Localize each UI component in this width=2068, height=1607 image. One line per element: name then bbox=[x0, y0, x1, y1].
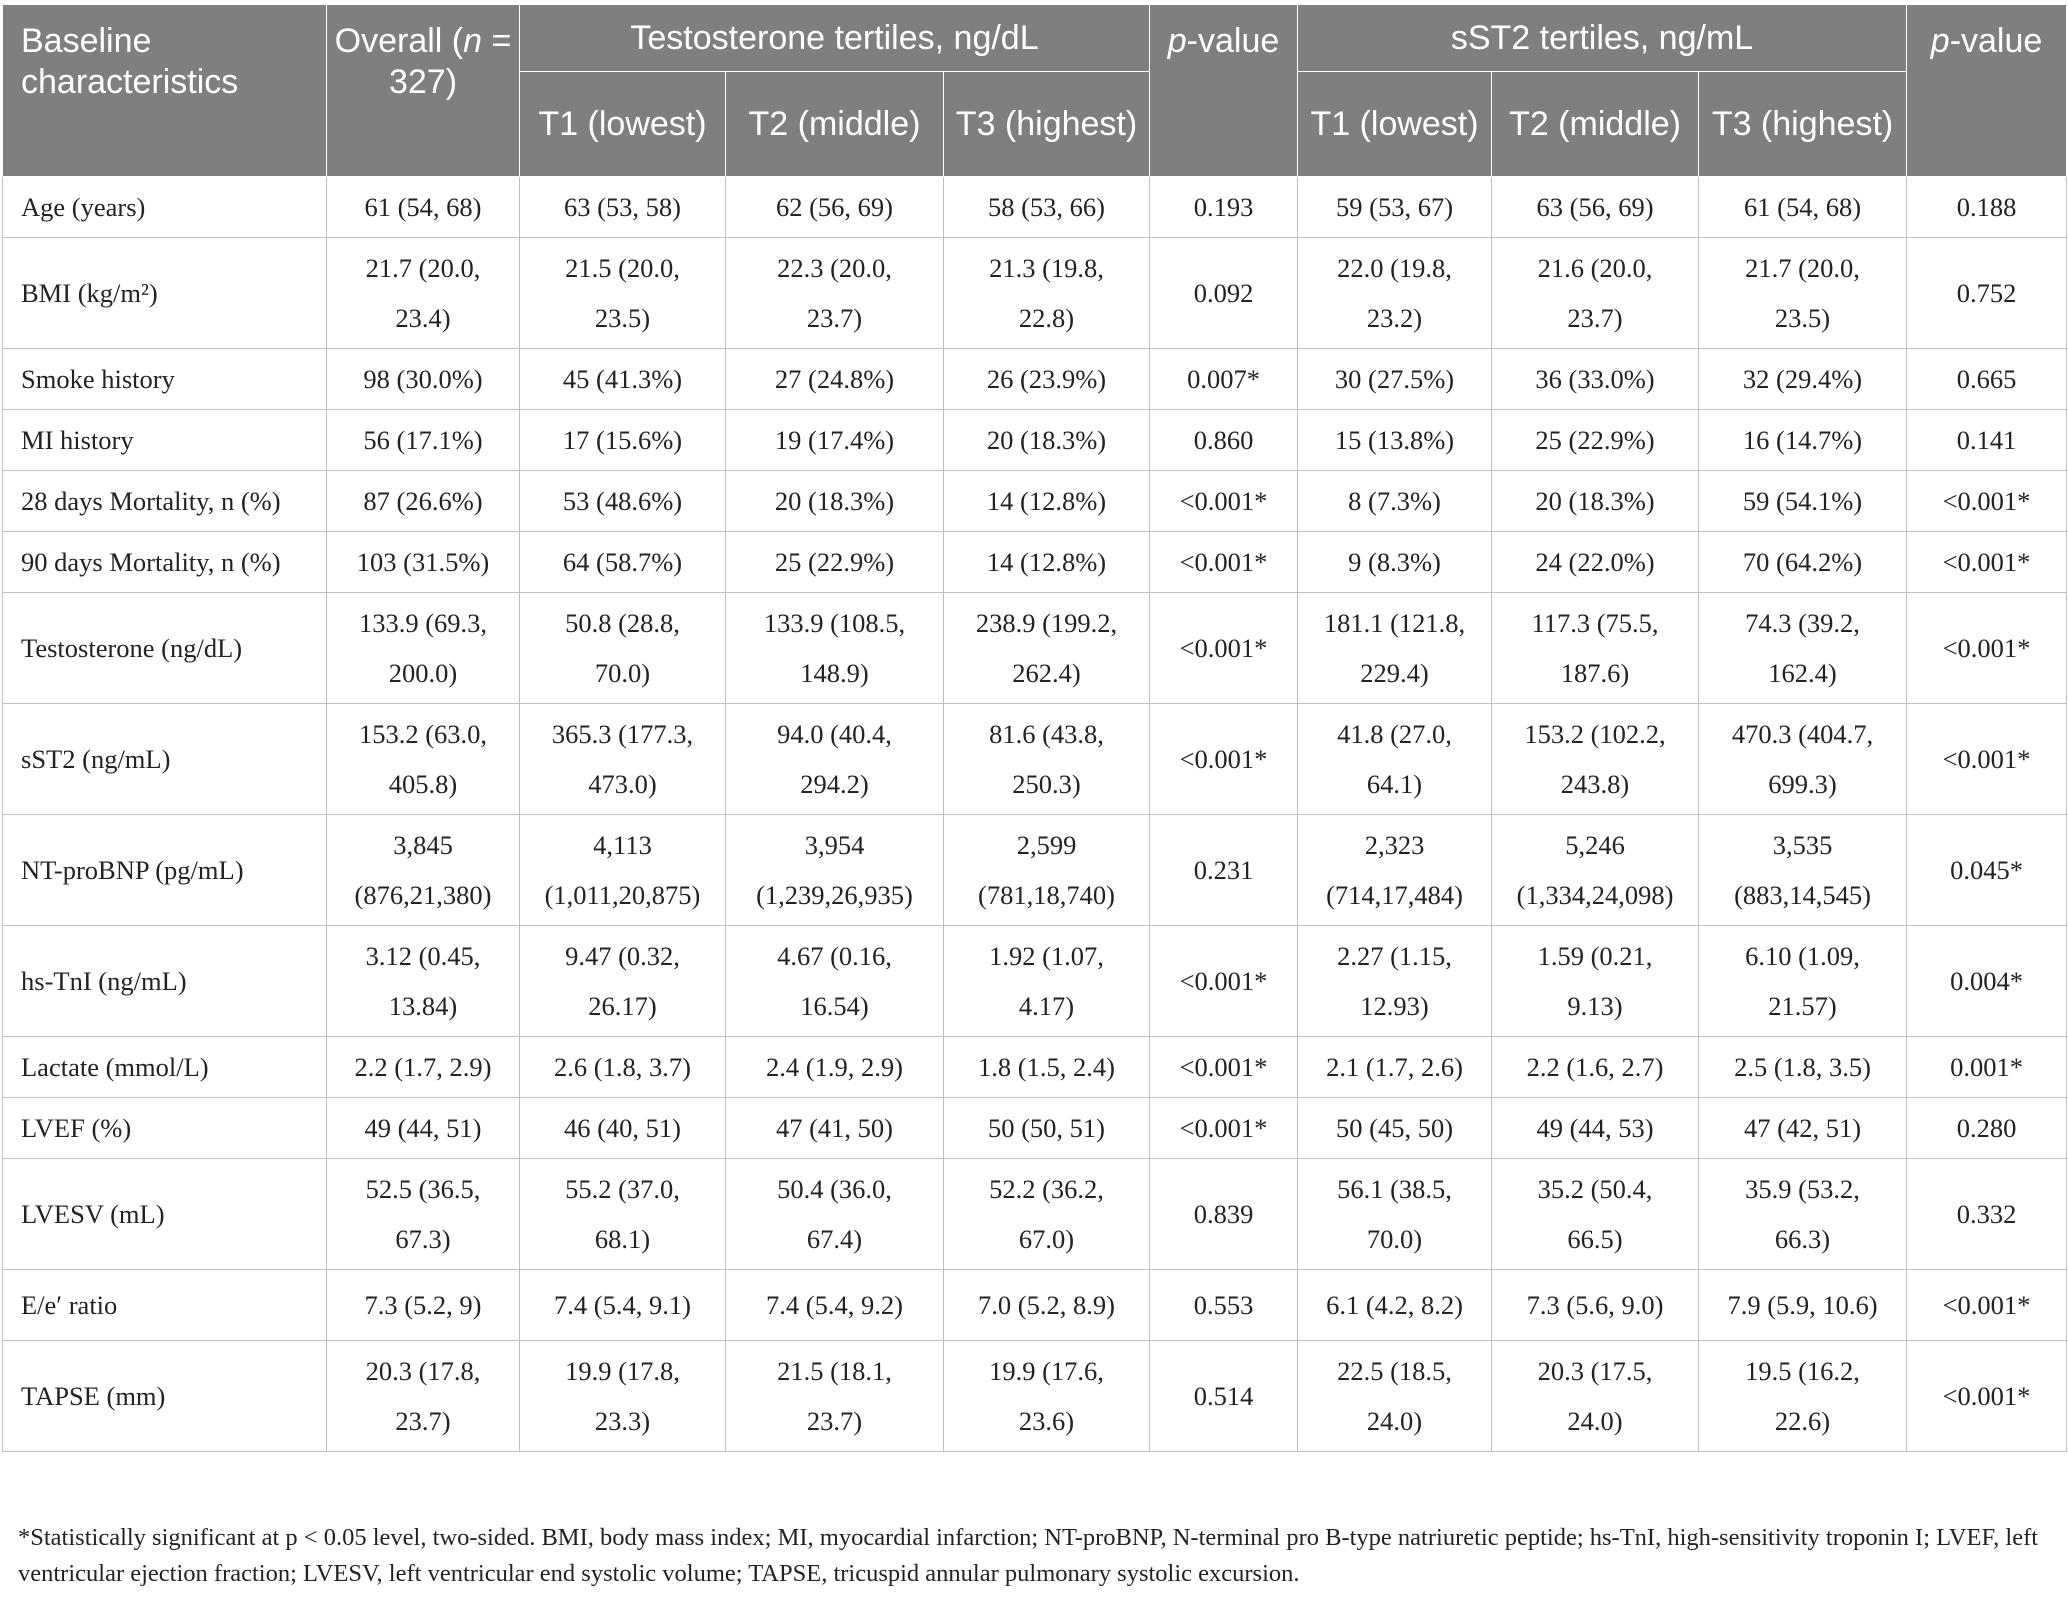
cell-sst2-t1: 50 (45, 50) bbox=[1298, 1098, 1492, 1159]
table-footnote: *Statistically significant at p < 0.05 level, two-sided. BMI, body mass index; MI, myocardial infarction; NT-proBNP, N-terminal pro B-type natriuretic peptide; hs-TnI, high-sensitivity troponin I; LVEF, left ventricular ejection fraction; LVESV, left ventricular end systolic volume; TAPSE, tricuspid annular pulmonary systolic excursion. bbox=[18, 1524, 2039, 1587]
cell-sst2-p-value: <0.001* bbox=[1907, 532, 2067, 593]
cell-overall: 3,845 (876,21,380) bbox=[327, 815, 520, 926]
cell-overall: 87 (26.6%) bbox=[327, 471, 520, 532]
cell-testosterone-t2: 25 (22.9%) bbox=[726, 532, 944, 593]
cell-sst2-t3: 6.10 (1.09, 21.57) bbox=[1699, 926, 1907, 1037]
cell-sst2-t2: 63 (56, 69) bbox=[1492, 177, 1699, 238]
cell-sst2-t1: 181.1 (121.8, 229.4) bbox=[1298, 593, 1492, 704]
cell-testosterone-p-value: <0.001* bbox=[1150, 704, 1298, 815]
cell-testosterone-t1: 365.3 (177.3, 473.0) bbox=[520, 704, 726, 815]
header-sst2-t2: T2 (middle) bbox=[1492, 72, 1699, 177]
cell-sst2-t3: 470.3 (404.7, 699.3) bbox=[1699, 704, 1907, 815]
row-label: sST2 (ng/mL) bbox=[3, 704, 327, 815]
cell-overall: 61 (54, 68) bbox=[327, 177, 520, 238]
cell-sst2-t1: 15 (13.8%) bbox=[1298, 410, 1492, 471]
cell-overall: 153.2 (63.0, 405.8) bbox=[327, 704, 520, 815]
cell-testosterone-t2: 2.4 (1.9, 2.9) bbox=[726, 1037, 944, 1098]
cell-sst2-p-value: 0.001* bbox=[1907, 1037, 2067, 1098]
table-row bbox=[3, 926, 2067, 1037]
cell-testosterone-p-value: 0.553 bbox=[1150, 1270, 1298, 1341]
row-label: Testosterone (ng/dL) bbox=[3, 593, 327, 704]
cell-sst2-t1: 9 (8.3%) bbox=[1298, 532, 1492, 593]
cell-testosterone-p-value: 0.231 bbox=[1150, 815, 1298, 926]
cell-testosterone-t2: 22.3 (20.0, 23.7) bbox=[726, 238, 944, 349]
cell-testosterone-t1: 53 (48.6%) bbox=[520, 471, 726, 532]
cell-testosterone-t1: 21.5 (20.0, 23.5) bbox=[520, 238, 726, 349]
cell-overall: 56 (17.1%) bbox=[327, 410, 520, 471]
cell-sst2-p-value: <0.001* bbox=[1907, 593, 2067, 704]
cell-testosterone-t3: 2,599 (781,18,740) bbox=[944, 815, 1150, 926]
header-overall: Overall (n = 327) bbox=[327, 5, 520, 177]
row-label: NT-proBNP (pg/mL) bbox=[3, 815, 327, 926]
cell-sst2-t1: 56.1 (38.5, 70.0) bbox=[1298, 1159, 1492, 1270]
cell-overall: 7.3 (5.2, 9) bbox=[327, 1270, 520, 1341]
cell-testosterone-t3: 14 (12.8%) bbox=[944, 471, 1150, 532]
cell-sst2-p-value: 0.280 bbox=[1907, 1098, 2067, 1159]
cell-testosterone-p-value: <0.001* bbox=[1150, 471, 1298, 532]
cell-testosterone-t1: 55.2 (37.0, 68.1) bbox=[520, 1159, 726, 1270]
cell-testosterone-t1: 17 (15.6%) bbox=[520, 410, 726, 471]
cell-testosterone-t3: 52.2 (36.2, 67.0) bbox=[944, 1159, 1150, 1270]
row-label: 90 days Mortality, n (%) bbox=[3, 532, 327, 593]
cell-testosterone-t3: 7.0 (5.2, 8.9) bbox=[944, 1270, 1150, 1341]
cell-sst2-t1: 22.5 (18.5, 24.0) bbox=[1298, 1341, 1492, 1452]
cell-testosterone-p-value: 0.514 bbox=[1150, 1341, 1298, 1452]
cell-sst2-t3: 2.5 (1.8, 3.5) bbox=[1699, 1037, 1907, 1098]
table-body bbox=[3, 177, 2067, 1452]
cell-overall: 133.9 (69.3, 200.0) bbox=[327, 593, 520, 704]
table-header bbox=[3, 5, 2067, 177]
cell-overall: 2.2 (1.7, 2.9) bbox=[327, 1037, 520, 1098]
header-sst2-p-value: p-value bbox=[1907, 5, 2067, 177]
cell-sst2-t2: 21.6 (20.0, 23.7) bbox=[1492, 238, 1699, 349]
cell-testosterone-p-value: <0.001* bbox=[1150, 926, 1298, 1037]
cell-testosterone-t2: 7.4 (5.4, 9.2) bbox=[726, 1270, 944, 1341]
cell-sst2-t2: 20.3 (17.5, 24.0) bbox=[1492, 1341, 1699, 1452]
cell-sst2-t1: 41.8 (27.0, 64.1) bbox=[1298, 704, 1492, 815]
cell-testosterone-t2: 4.67 (0.16, 16.54) bbox=[726, 926, 944, 1037]
table-row bbox=[3, 1270, 2067, 1341]
cell-sst2-p-value: <0.001* bbox=[1907, 704, 2067, 815]
header-testosterone-t1: T1 (lowest) bbox=[520, 72, 726, 177]
cell-testosterone-t3: 1.92 (1.07, 4.17) bbox=[944, 926, 1150, 1037]
cell-testosterone-t1: 4,113 (1,011,20,875) bbox=[520, 815, 726, 926]
table-row bbox=[3, 410, 2067, 471]
cell-overall: 3.12 (0.45, 13.84) bbox=[327, 926, 520, 1037]
cell-testosterone-p-value: 0.860 bbox=[1150, 410, 1298, 471]
cell-testosterone-t3: 1.8 (1.5, 2.4) bbox=[944, 1037, 1150, 1098]
cell-testosterone-t2: 21.5 (18.1, 23.7) bbox=[726, 1341, 944, 1452]
table-row bbox=[3, 471, 2067, 532]
cell-testosterone-t1: 45 (41.3%) bbox=[520, 349, 726, 410]
cell-overall: 49 (44, 51) bbox=[327, 1098, 520, 1159]
cell-testosterone-t1: 46 (40, 51) bbox=[520, 1098, 726, 1159]
cell-testosterone-p-value: 0.007* bbox=[1150, 349, 1298, 410]
table-row bbox=[3, 349, 2067, 410]
cell-sst2-t2: 7.3 (5.6, 9.0) bbox=[1492, 1270, 1699, 1341]
cell-sst2-t1: 30 (27.5%) bbox=[1298, 349, 1492, 410]
cell-testosterone-t3: 50 (50, 51) bbox=[944, 1098, 1150, 1159]
cell-sst2-t2: 35.2 (50.4, 66.5) bbox=[1492, 1159, 1699, 1270]
header-baseline-characteristics: Baseline characteristics bbox=[3, 5, 327, 177]
row-label: LVESV (mL) bbox=[3, 1159, 327, 1270]
cell-sst2-t3: 7.9 (5.9, 10.6) bbox=[1699, 1270, 1907, 1341]
cell-testosterone-t2: 20 (18.3%) bbox=[726, 471, 944, 532]
table-row bbox=[3, 1159, 2067, 1270]
cell-testosterone-t1: 63 (53, 58) bbox=[520, 177, 726, 238]
cell-sst2-t1: 22.0 (19.8, 23.2) bbox=[1298, 238, 1492, 349]
cell-sst2-t3: 3,535 (883,14,545) bbox=[1699, 815, 1907, 926]
cell-sst2-p-value: <0.001* bbox=[1907, 1341, 2067, 1452]
cell-sst2-t2: 5,246 (1,334,24,098) bbox=[1492, 815, 1699, 926]
cell-sst2-t2: 25 (22.9%) bbox=[1492, 410, 1699, 471]
baseline-table-container bbox=[2, 4, 2066, 1452]
row-label: Age (years) bbox=[3, 177, 327, 238]
cell-testosterone-t3: 21.3 (19.8, 22.8) bbox=[944, 238, 1150, 349]
cell-sst2-t3: 35.9 (53.2, 66.3) bbox=[1699, 1159, 1907, 1270]
cell-testosterone-p-value: 0.839 bbox=[1150, 1159, 1298, 1270]
cell-overall: 20.3 (17.8, 23.7) bbox=[327, 1341, 520, 1452]
cell-sst2-t1: 8 (7.3%) bbox=[1298, 471, 1492, 532]
header-sst2-tertiles: sST2 tertiles, ng/mL bbox=[1298, 5, 1907, 72]
cell-sst2-t3: 19.5 (16.2, 22.6) bbox=[1699, 1341, 1907, 1452]
cell-sst2-p-value: 0.332 bbox=[1907, 1159, 2067, 1270]
cell-sst2-t2: 117.3 (75.5, 187.6) bbox=[1492, 593, 1699, 704]
row-label: Smoke history bbox=[3, 349, 327, 410]
row-label: BMI (kg/m²) bbox=[3, 238, 327, 349]
row-label: LVEF (%) bbox=[3, 1098, 327, 1159]
cell-testosterone-t1: 9.47 (0.32, 26.17) bbox=[520, 926, 726, 1037]
cell-sst2-t1: 6.1 (4.2, 8.2) bbox=[1298, 1270, 1492, 1341]
header-sst2-t1: T1 (lowest) bbox=[1298, 72, 1492, 177]
cell-overall: 21.7 (20.0, 23.4) bbox=[327, 238, 520, 349]
cell-testosterone-t1: 50.8 (28.8, 70.0) bbox=[520, 593, 726, 704]
header-sst2-t3: T3 (highest) bbox=[1699, 72, 1907, 177]
header-testosterone-p-value: p-value bbox=[1150, 5, 1298, 177]
cell-sst2-t2: 24 (22.0%) bbox=[1492, 532, 1699, 593]
cell-sst2-t3: 47 (42, 51) bbox=[1699, 1098, 1907, 1159]
cell-sst2-p-value: 0.004* bbox=[1907, 926, 2067, 1037]
cell-sst2-t2: 153.2 (102.2, 243.8) bbox=[1492, 704, 1699, 815]
cell-testosterone-t3: 19.9 (17.6, 23.6) bbox=[944, 1341, 1150, 1452]
table-row bbox=[3, 593, 2067, 704]
table-row bbox=[3, 815, 2067, 926]
cell-sst2-p-value: 0.141 bbox=[1907, 410, 2067, 471]
cell-testosterone-t3: 20 (18.3%) bbox=[944, 410, 1150, 471]
row-label: 28 days Mortality, n (%) bbox=[3, 471, 327, 532]
cell-sst2-t2: 20 (18.3%) bbox=[1492, 471, 1699, 532]
cell-sst2-t3: 70 (64.2%) bbox=[1699, 532, 1907, 593]
cell-sst2-t2: 1.59 (0.21, 9.13) bbox=[1492, 926, 1699, 1037]
header-testosterone-t3: T3 (highest) bbox=[944, 72, 1150, 177]
table-row bbox=[3, 1098, 2067, 1159]
cell-sst2-t1: 2,323 (714,17,484) bbox=[1298, 815, 1492, 926]
table-row bbox=[3, 177, 2067, 238]
cell-testosterone-t2: 133.9 (108.5, 148.9) bbox=[726, 593, 944, 704]
table-row bbox=[3, 1341, 2067, 1452]
row-label: TAPSE (mm) bbox=[3, 1341, 327, 1452]
cell-testosterone-p-value: <0.001* bbox=[1150, 1098, 1298, 1159]
cell-sst2-p-value: 0.752 bbox=[1907, 238, 2067, 349]
cell-sst2-t3: 32 (29.4%) bbox=[1699, 349, 1907, 410]
cell-sst2-t2: 36 (33.0%) bbox=[1492, 349, 1699, 410]
cell-testosterone-p-value: <0.001* bbox=[1150, 593, 1298, 704]
cell-overall: 98 (30.0%) bbox=[327, 349, 520, 410]
cell-sst2-p-value: <0.001* bbox=[1907, 1270, 2067, 1341]
cell-testosterone-t2: 47 (41, 50) bbox=[726, 1098, 944, 1159]
cell-testosterone-p-value: 0.193 bbox=[1150, 177, 1298, 238]
cell-testosterone-t2: 94.0 (40.4, 294.2) bbox=[726, 704, 944, 815]
cell-testosterone-t2: 27 (24.8%) bbox=[726, 349, 944, 410]
cell-sst2-t3: 21.7 (20.0, 23.5) bbox=[1699, 238, 1907, 349]
row-label: Lactate (mmol/L) bbox=[3, 1037, 327, 1098]
cell-sst2-p-value: 0.045* bbox=[1907, 815, 2067, 926]
cell-testosterone-t3: 14 (12.8%) bbox=[944, 532, 1150, 593]
cell-sst2-t1: 2.27 (1.15, 12.93) bbox=[1298, 926, 1492, 1037]
cell-overall: 52.5 (36.5, 67.3) bbox=[327, 1159, 520, 1270]
cell-testosterone-t1: 7.4 (5.4, 9.1) bbox=[520, 1270, 726, 1341]
cell-overall: 103 (31.5%) bbox=[327, 532, 520, 593]
cell-sst2-t1: 2.1 (1.7, 2.6) bbox=[1298, 1037, 1492, 1098]
cell-sst2-t3: 74.3 (39.2, 162.4) bbox=[1699, 593, 1907, 704]
cell-testosterone-t1: 2.6 (1.8, 3.7) bbox=[520, 1037, 726, 1098]
cell-sst2-t3: 59 (54.1%) bbox=[1699, 471, 1907, 532]
cell-sst2-p-value: <0.001* bbox=[1907, 471, 2067, 532]
baseline-characteristics-table bbox=[2, 4, 2067, 1452]
cell-testosterone-t3: 26 (23.9%) bbox=[944, 349, 1150, 410]
cell-sst2-t3: 16 (14.7%) bbox=[1699, 410, 1907, 471]
cell-testosterone-p-value: 0.092 bbox=[1150, 238, 1298, 349]
cell-sst2-t2: 49 (44, 53) bbox=[1492, 1098, 1699, 1159]
cell-sst2-p-value: 0.665 bbox=[1907, 349, 2067, 410]
cell-testosterone-t2: 19 (17.4%) bbox=[726, 410, 944, 471]
cell-testosterone-t3: 58 (53, 66) bbox=[944, 177, 1150, 238]
cell-sst2-t3: 61 (54, 68) bbox=[1699, 177, 1907, 238]
cell-testosterone-t2: 50.4 (36.0, 67.4) bbox=[726, 1159, 944, 1270]
cell-testosterone-t3: 238.9 (199.2, 262.4) bbox=[944, 593, 1150, 704]
header-testosterone-tertiles: Testosterone tertiles, ng/dL bbox=[520, 5, 1150, 72]
row-label: E/e′ ratio bbox=[3, 1270, 327, 1341]
table-row bbox=[3, 532, 2067, 593]
row-label: hs-TnI (ng/mL) bbox=[3, 926, 327, 1037]
cell-testosterone-p-value: <0.001* bbox=[1150, 1037, 1298, 1098]
cell-sst2-t2: 2.2 (1.6, 2.7) bbox=[1492, 1037, 1699, 1098]
table-row bbox=[3, 704, 2067, 815]
cell-sst2-p-value: 0.188 bbox=[1907, 177, 2067, 238]
cell-testosterone-t2: 3,954 (1,239,26,935) bbox=[726, 815, 944, 926]
table-row bbox=[3, 1037, 2067, 1098]
header-testosterone-t2: T2 (middle) bbox=[726, 72, 944, 177]
cell-testosterone-t1: 64 (58.7%) bbox=[520, 532, 726, 593]
cell-testosterone-t2: 62 (56, 69) bbox=[726, 177, 944, 238]
cell-sst2-t1: 59 (53, 67) bbox=[1298, 177, 1492, 238]
table-row bbox=[3, 238, 2067, 349]
cell-testosterone-t1: 19.9 (17.8, 23.3) bbox=[520, 1341, 726, 1452]
row-label: MI history bbox=[3, 410, 327, 471]
cell-testosterone-p-value: <0.001* bbox=[1150, 532, 1298, 593]
cell-testosterone-t3: 81.6 (43.8, 250.3) bbox=[944, 704, 1150, 815]
